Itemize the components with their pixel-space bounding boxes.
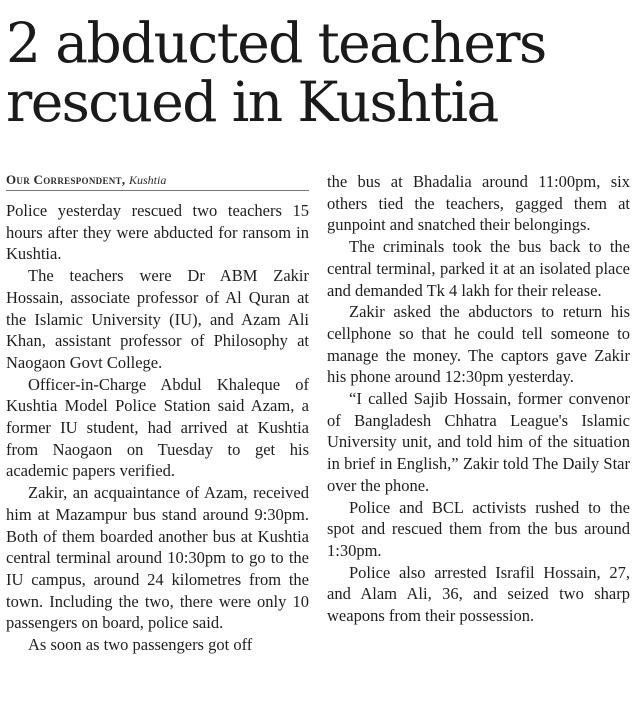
headline-line-1: 2 abducted teachers bbox=[6, 11, 546, 75]
paragraph: Police also arrested Israfil Hossain, 27, and Alam Ali, 36, and seized two sharp weapons from their possession. bbox=[327, 562, 630, 626]
paragraph: Zakir asked the abductors to return his cellphone so that he could tell someone to manage the money. The captors gave Zakir his phone around 12:30pm yesterday. bbox=[327, 302, 630, 387]
headline-line-2: rescued in Kushtia bbox=[6, 70, 498, 134]
paragraph: Officer-in-Charge Abdul Khaleque of Kushtia Model Police Station said Azam, a former IU student, had arrived at Kushtia from Naogaon on Tuesday to get his academic papers verified. bbox=[6, 374, 309, 481]
column-left bbox=[6, 171, 309, 713]
byline bbox=[6, 171, 309, 191]
paragraph: “I called Sajib Hossain, former convenor of Bangladesh Chhatra League's Islamic University unit, and told him of the situation in brief in English,” Zakir told The Daily Star over the phone. bbox=[327, 389, 630, 495]
paragraph: Zakir, an acquaintance of Azam, received him at Mazampur bus stand around 9:30pm. Both of them boarded another bus at Kushtia central terminal around 10:30pm to go to the IU campus, around 24 kilometres from the town. Including the two, there were only 10 passengers on board, police said. bbox=[6, 483, 309, 633]
paragraph: Police and BCL activists rushed to the spot and rescued them from the bus around 1:30pm. bbox=[327, 497, 630, 560]
paragraph: The teachers were Dr ABM Zakir Hossain, associate professor of Al Quran at the Islamic University (IU), and Azam Ali Khan, assistant professor of Philosophy at Naogaon Govt College. bbox=[6, 266, 309, 372]
paragraph: The criminals took the bus back to the central terminal, parked it at an isolated place and demanded Tk 4 lakh for their release. bbox=[327, 237, 630, 300]
byline-location: Kushtia bbox=[128, 173, 167, 187]
paragraph: As soon as two passengers got off bbox=[28, 635, 253, 655]
headline bbox=[6, 0, 630, 132]
column-right bbox=[327, 171, 630, 713]
article-body bbox=[6, 171, 630, 713]
paragraph: the bus at Bhadalia around 11:00pm, six others tied the teachers, gagged them at gunpoint and snatched their belongings. bbox=[327, 172, 630, 235]
byline-author: Our Correspondent, bbox=[6, 172, 126, 187]
paragraph: Police yesterday rescued two teachers 15 hours after they were abducted for ransom in Kushtia. bbox=[6, 201, 309, 264]
